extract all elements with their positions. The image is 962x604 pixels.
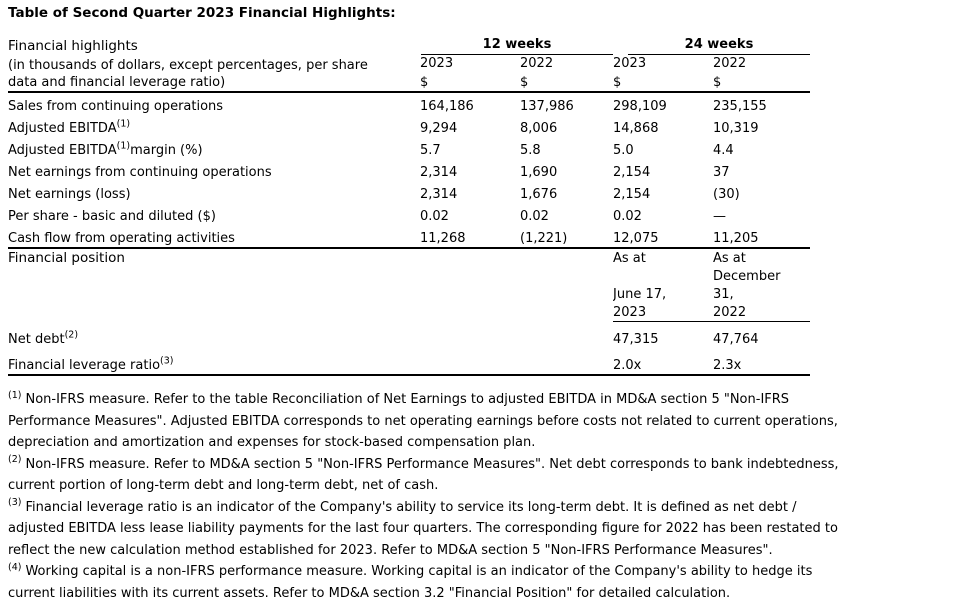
fp-header-cell: 2022 [713,303,810,322]
footnote-marker: (4) [8,561,22,573]
cell-value: 164,186 [420,99,474,114]
table-year-header-row [8,55,810,72]
footnote-text: Working capital is a non-IFRS performance measure. Working capital is an indicator of the Company's ability to hedge its current liabilities with its current assets. Refer to MD&A section 3.2 "Financial Position" for detailed calculation. [8,564,813,601]
fp-header-row [8,303,810,322]
col-header-12w-2022: 2022 [520,56,554,71]
cell-value: 8,006 [520,121,558,136]
cell-value: 10,319 [713,121,759,136]
col-group-12-weeks: 12 weeks [420,36,613,55]
fp-header-cell: 2023 [613,303,713,322]
cell-value: — [713,209,726,224]
cell-value: 12,075 [613,231,659,246]
col-header-12w-2023: 2023 [420,56,454,71]
fp-header-row [8,267,810,285]
table-row-financial-leverage-ratio [8,348,810,375]
table-row-net-earnings-loss [8,181,810,203]
cell-value: 2.0x [613,348,713,375]
cell-value: 298,109 [613,99,667,114]
cell-value: 2,154 [613,187,651,202]
table-row-adjusted-ebitda-margin [8,137,810,159]
cell-value: 1,690 [520,165,558,180]
cell-value: (1,221) [520,231,568,246]
financial-highlights-table [8,36,810,376]
fp-header-cell: As at [613,248,713,267]
section-title-financial-position: Financial position [8,248,420,267]
footnote-marker: (3) [8,497,22,509]
cell-value: 0.02 [420,209,449,224]
row-label: Net earnings (loss) [8,187,131,202]
table-row-sales [8,92,810,115]
cell-value: 11,205 [713,231,759,246]
cell-value: 2,314 [420,165,458,180]
cell-value: 5.0 [613,143,634,158]
table-group-header-row [8,36,810,55]
fp-header-cell: December [713,269,781,284]
footnote-marker: (2) [8,454,22,466]
row-label: Net earnings from continuing operations [8,165,272,180]
cell-value: 2,314 [420,187,458,202]
footnote-2 [8,454,850,497]
table-row-per-share [8,203,810,225]
cell-value: 0.02 [520,209,549,224]
row-label: Financial leverage ratio$^{(3)}$ [8,348,420,375]
row-label: Net debt$^{(2)}$ [8,329,79,347]
footnote-ref-1: (1) [116,140,131,152]
currency-symbol: $ [420,72,520,92]
footnote-text: Non-IFRS measure. Refer to the table Reconciliation of Net Earnings to adjusted EBITDA in MD&A section 5 "Non-IFRS Performance Measures". Adjusted EBITDA corresponds to net operating earnings before costs not related to current operations, depreciation and amortization and expenses for stock-based compensation plan. [8,392,838,450]
cell-value: 14,868 [613,121,659,136]
cell-value: 47,315 [613,332,659,347]
section-row-financial-position [8,248,810,267]
page-title: Table of Second Quarter 2023 Financial Highlights: [8,5,396,21]
section-title-financial-highlights: Financial highlights [8,38,138,54]
fp-header-cell: June 17, [613,287,667,302]
row-label: Adjusted EBITDA$^{(1)}$margin (%) [8,140,203,158]
footnote-text: Financial leverage ratio is an indicator of the Company's ability to service its long-term debt. It is defined as net debt / adjusted EBITDA less lease liability payments for the last four quarters. The corresponding figure for 2022 has been restated to reflect the new calculation method established for 2023. Refer to MD&A section 5 "Non-IFRS Performance Measures". [8,499,838,558]
cell-value: 5.8 [520,143,541,158]
row-label: Cash flow from operating activities [8,231,235,246]
footnote-ref-3: (3) [160,355,174,367]
cell-value: 4.4 [713,143,734,158]
row-label: Sales from continuing operations [8,99,224,114]
row-label: Per share - basic and diluted ($) [8,209,216,224]
footnotes [8,389,850,604]
cell-value: 5.7 [420,143,441,158]
table-row-net-debt [8,322,810,349]
cell-value: 0.02 [613,209,642,224]
currency-symbol: $ [613,72,713,92]
currency-symbol: $ [713,72,810,92]
footnote-1 [8,389,850,454]
cell-value: 37 [713,165,730,180]
fp-header-cell: As at [713,248,810,267]
col-header-24w-2022: 2022 [713,56,747,71]
cell-value: (30) [713,187,740,202]
table-row-net-earnings-continuing [8,159,810,181]
fp-header-cell: 31, [713,287,734,302]
col-group-24-weeks: 24 weeks [613,36,810,55]
table-units-note: (in thousands of dollars, except percentages, per share data and financial leverage ratio) [8,55,420,92]
cell-value: 235,155 [713,99,767,114]
footnote-3 [8,497,850,562]
footnote-4 [8,561,850,604]
footnote-ref-1: (1) [116,118,131,130]
cell-value: 2.3x [713,348,810,375]
footnote-text: Non-IFRS measure. Refer to MD&A section 5 "Non-IFRS Performance Measures". Net debt corresponds to bank indebtedness, current portion of long-term debt and long-term debt, net of cash. [8,456,839,493]
table-row-adjusted-ebitda [8,115,810,137]
currency-symbol: $ [520,72,613,92]
cell-value: 1,676 [520,187,558,202]
cell-value: 137,986 [520,99,574,114]
cell-value: 9,294 [420,121,458,136]
cell-value: 47,764 [713,332,759,347]
col-header-24w-2023: 2023 [613,56,647,71]
table-row-cash-flow [8,225,810,248]
row-label: Adjusted EBITDA$^{(1)}$ [8,118,131,136]
fp-header-row [8,285,810,303]
cell-value: 11,268 [420,231,466,246]
footnote-marker: (1) [8,389,22,401]
fp-header-cell [613,267,713,285]
cell-value: 2,154 [613,165,651,180]
footnote-ref-2: (2) [64,329,79,341]
